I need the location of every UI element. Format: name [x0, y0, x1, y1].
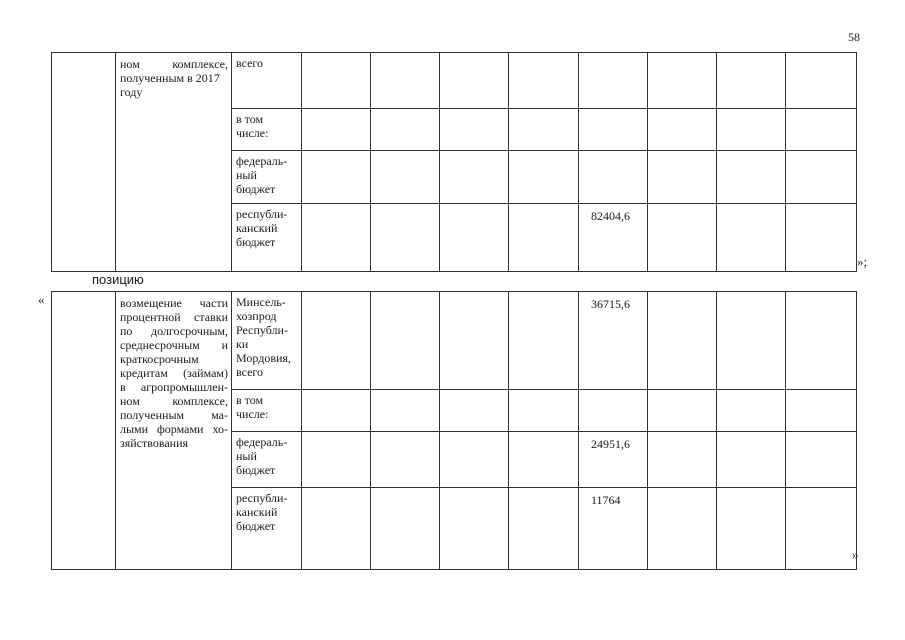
description-line: полученным ма- — [120, 408, 228, 422]
funding-source-label: федераль- ный бюджет — [232, 151, 302, 204]
description-line: возмещение части — [120, 296, 228, 310]
description-line: процентной ставки — [120, 310, 228, 324]
measure-description — [116, 292, 232, 570]
funding-source-label: в том числе: — [232, 109, 302, 151]
description-line: кредитам (займам) — [120, 366, 228, 380]
description-line: по долгосрочным, — [120, 324, 228, 338]
amount-cell — [579, 390, 648, 432]
amount-cell: 36715,6 — [579, 292, 648, 390]
amount-cell — [579, 151, 648, 204]
closing-quote: »; — [857, 254, 868, 269]
number-cell — [52, 292, 116, 570]
closing-quote: » — [852, 547, 859, 562]
section-heading: позицию — [92, 272, 144, 287]
funding-source-label: федераль- ный бюджет — [232, 432, 302, 488]
amount-cell: 82404,6 — [579, 204, 648, 272]
description-line: среднесрочным и — [120, 338, 228, 352]
amount-cell: 24951,6 — [579, 432, 648, 488]
funding-source-label: республи- канский бюджет — [232, 488, 302, 570]
description-line: зяйствования — [120, 436, 189, 450]
description-line: полученным в 2017 — [120, 71, 220, 85]
budget-table-previous — [51, 52, 857, 272]
amount-cell — [579, 53, 648, 109]
opening-quote: « — [38, 292, 45, 307]
measure-description — [116, 53, 232, 272]
description-line: краткосрочным — [120, 352, 199, 366]
description-line: в агропромышлен- — [120, 380, 228, 394]
funding-source-label: Минсель- хозпрод Республи- ки Мордовия, всего — [232, 292, 302, 390]
budget-table-new — [51, 291, 857, 570]
description-line: лыми формами хо- — [120, 422, 228, 436]
funding-source-label: республи- канский бюджет — [232, 204, 302, 272]
funding-source-label: всего — [232, 53, 302, 109]
page-number: 58 — [848, 30, 860, 44]
funding-source-label: в том числе: — [232, 390, 302, 432]
amount-cell: 11764 — [579, 488, 648, 570]
amount-cell — [579, 109, 648, 151]
description-line: ном комплексе, — [120, 394, 228, 408]
number-cell — [52, 53, 116, 272]
description-line: году — [120, 85, 143, 99]
description-line: ном комплексе, — [120, 57, 228, 71]
